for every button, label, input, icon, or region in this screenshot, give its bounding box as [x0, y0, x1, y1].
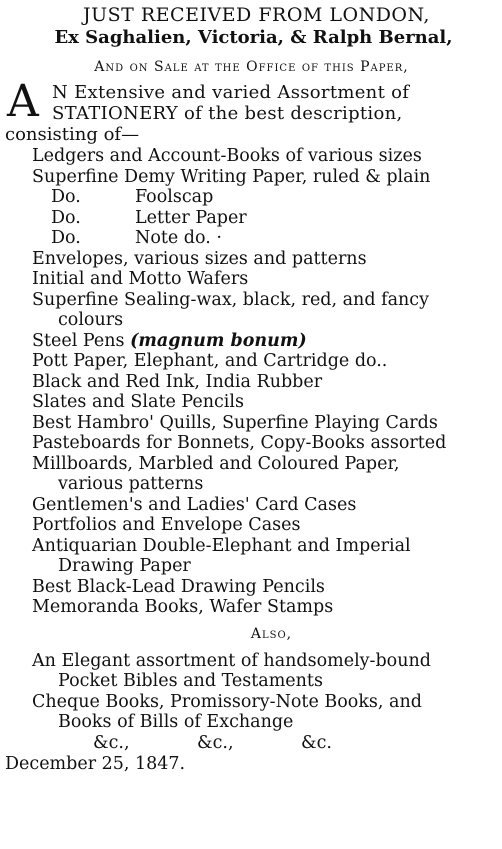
list-item-continuation: Pocket Bibles and Testaments: [58, 671, 323, 691]
drop-cap: A: [7, 76, 39, 127]
list-item: Initial and Motto Wafers: [32, 269, 249, 289]
list-item: Cheque Books, Promissory-Note Books, and: [32, 691, 422, 712]
item-text: Foolscap: [135, 187, 214, 207]
list-item: Black and Red Ink, India Rubber: [32, 371, 323, 392]
list-item-continuation: colours: [58, 310, 124, 330]
list-item-continuation: various patterns: [58, 474, 204, 494]
list-item: [5, 228, 498, 249]
item-text: Letter Paper: [135, 207, 247, 228]
list-item: Pasteboards for Bonnets, Copy-Books assorted: [32, 433, 447, 453]
also-heading: Also,: [250, 625, 293, 642]
intro-line-3: consisting of—: [5, 124, 140, 145]
ship-names: Ex Saghalien, Victoria, & Ralph Bernal,: [54, 27, 453, 48]
intro-line-1: N Extensive and varied Assortment of: [52, 82, 410, 103]
list-item: An Elegant assortment of handsomely-bound: [32, 650, 431, 671]
stationery-list: [5, 146, 498, 618]
item-text: Steel Pens: [32, 330, 131, 351]
list-item: Best Black-Lead Drawing Pencils: [32, 576, 325, 597]
list-item: Superfine Sealing-wax, black, red, and fancy: [32, 289, 429, 310]
date-line: December 25, 1847.: [5, 753, 186, 774]
list-item: Superfine Demy Writing Paper, ruled & plain: [32, 166, 431, 187]
list-item: Gentlemen's and Ladies' Card Cases: [32, 494, 357, 515]
etc-mark: &c.,: [93, 732, 130, 753]
list-item-continuation: Books of Bills of Exchange: [58, 712, 294, 732]
intro-line-2: STATIONERY of the best description,: [52, 103, 403, 124]
list-item-continuation: Drawing Paper: [58, 556, 191, 576]
ditto-mark: Do.: [51, 187, 81, 207]
list-item: [5, 331, 498, 352]
also-list: [5, 651, 498, 733]
list-item: Best Hambro' Quills, Superfine Playing Cards: [32, 412, 438, 433]
list-item: Antiquarian Double-Elephant and Imperial: [32, 535, 411, 556]
list-item: Pott Paper, Elephant, and Cartridge do..: [32, 351, 388, 371]
etc-mark: &c.,: [197, 732, 234, 753]
list-item: [5, 208, 498, 229]
list-item: Envelopes, various sizes and patterns: [32, 248, 367, 269]
list-item: [5, 187, 498, 208]
ditto-mark: Do.: [51, 228, 81, 248]
list-item: Slates and Slate Pencils: [32, 392, 244, 412]
item-text: Note do. ·: [135, 228, 222, 248]
list-item: Millboards, Marbled and Coloured Paper,: [32, 453, 400, 474]
intro-paragraph: [5, 76, 498, 145]
list-item: Memoranda Books, Wafer Stamps: [32, 597, 334, 617]
etcetera-line: [5, 733, 498, 753]
on-sale-notice: And on Sale at the Office of this Paper,: [94, 59, 409, 75]
etc-mark: &c.: [301, 732, 332, 753]
headline: JUST RECEIVED FROM LONDON,: [83, 4, 430, 26]
item-emphasis: (magnum bonum): [130, 330, 307, 351]
ditto-mark: Do.: [51, 207, 81, 228]
list-item: Portfolios and Envelope Cases: [32, 515, 301, 535]
list-item: Ledgers and Account-Books of various sizes: [32, 146, 422, 166]
